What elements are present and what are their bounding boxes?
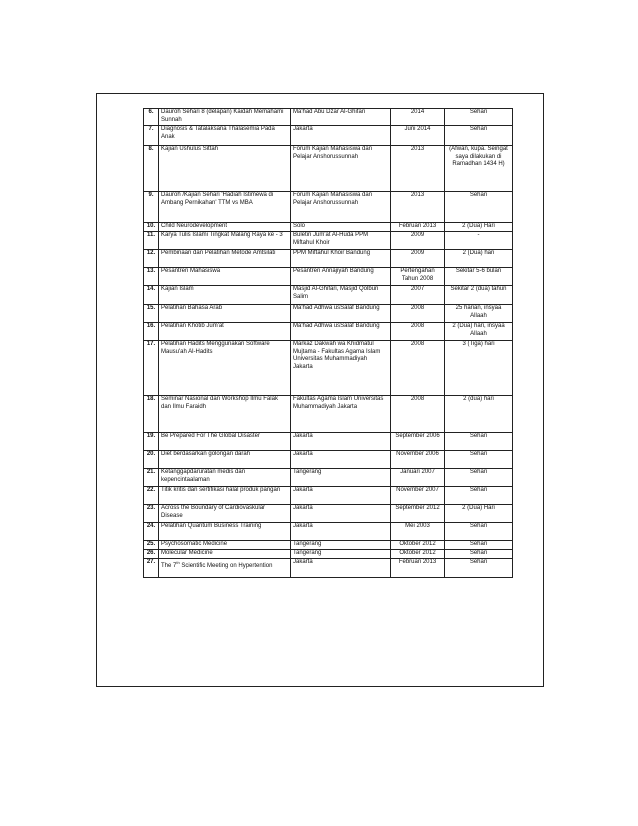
- row-number: 22.: [144, 487, 159, 505]
- time-cell: 2009: [391, 250, 445, 268]
- table-row: [144, 268, 513, 286]
- activity-cell: Diet berdasarkan golongan darah: [159, 451, 291, 469]
- duration-cell: (Afwan, kupa. Seingat saya dilakukan di Ramadhan 1434 H): [445, 146, 513, 192]
- table-row: [144, 523, 513, 541]
- row-number: 18.: [144, 396, 159, 433]
- time-cell: 2008: [391, 305, 445, 323]
- activity-cell: Kajian Islam: [159, 286, 291, 305]
- activity-cell: Pelatihan Hadits Menggunakan Software Mausu'ah Al-Hadits: [159, 341, 291, 396]
- place-cell: Ma'had Adhwa usSalaf Bandung: [291, 323, 391, 341]
- row-number: 19.: [144, 433, 159, 451]
- row-number: 6.: [144, 109, 159, 126]
- time-cell: Juni 2014: [391, 126, 445, 146]
- activity-cell: Diagnosis & Tatalaksana Thalasemia Pada Anak: [159, 126, 291, 146]
- place-cell: PPM Miftahul Khoir Bandung: [291, 250, 391, 268]
- duration-cell: Sehari: [445, 550, 513, 559]
- row-number: 27.: [144, 559, 159, 578]
- time-cell: September 2006: [391, 433, 445, 451]
- duration-cell: 3 (Tiga) hari: [445, 341, 513, 396]
- duration-cell: Sehari: [445, 109, 513, 126]
- table-row: [144, 126, 513, 146]
- row-number: 17.: [144, 341, 159, 396]
- table-row: [144, 541, 513, 550]
- activity-cell: Dauroh /Kajian Sehari 'Hadiah Istimewa di Ambang Pernikahan' TTM vs MBA: [159, 192, 291, 223]
- duration-cell: 2 (Dua) hari, insyaa Allaah: [445, 323, 513, 341]
- table-row: [144, 559, 513, 578]
- activity-cell: Psychosomatic Medicine: [159, 541, 291, 550]
- table-row: [144, 192, 513, 223]
- row-number: 13.: [144, 268, 159, 286]
- place-cell: Masjid Al-Ghifari, Masjid Qolbun Salim: [291, 286, 391, 305]
- duration-cell: 2 (Dua) Hari: [445, 223, 513, 232]
- table-row: [144, 305, 513, 323]
- row-number: 24.: [144, 523, 159, 541]
- activity-cell: Pelatihan Quantum Business Training: [159, 523, 291, 541]
- row-number: 7.: [144, 126, 159, 146]
- row-number: 21.: [144, 469, 159, 487]
- time-cell: September 2012: [391, 505, 445, 523]
- place-cell: Forum Kajian Mahasiswa dan Pelajar Anshorussunnah: [291, 192, 391, 223]
- time-cell: 2013: [391, 192, 445, 223]
- activity-cell: Karya Tulis Islami Tingkat Malang Raya ke - 3: [159, 232, 291, 250]
- time-cell: 2009: [391, 232, 445, 250]
- place-cell: Tangerang: [291, 541, 391, 550]
- place-cell: Ma'had Adhwa usSalaf Bandung: [291, 305, 391, 323]
- duration-cell: -: [445, 232, 513, 250]
- table-row: [144, 341, 513, 396]
- row-number: 10.: [144, 223, 159, 232]
- place-cell: Jakarta: [291, 126, 391, 146]
- activity-cell: Molecular Medicine: [159, 550, 291, 559]
- duration-cell: Sekitar 5-6 bulan: [445, 268, 513, 286]
- table-row: [144, 433, 513, 451]
- place-cell: Jakarta: [291, 433, 391, 451]
- duration-cell: Sehari: [445, 433, 513, 451]
- activity-cell: Pembinaan dan Pelatihan Metode Amtsilati: [159, 250, 291, 268]
- row-number: 16.: [144, 323, 159, 341]
- time-cell: Januari 2007: [391, 469, 445, 487]
- activity-cell: Pelatihan Khotib Jum'at: [159, 323, 291, 341]
- table-row: [144, 146, 513, 192]
- place-cell: Tangerang: [291, 469, 391, 487]
- row-number: 15.: [144, 305, 159, 323]
- duration-cell: Sehari: [445, 126, 513, 146]
- row-number: 14.: [144, 286, 159, 305]
- place-cell: Fakultas Agama Islam Universitas Muhammadiyah Jakarta: [291, 396, 391, 433]
- activity-cell: Across the Boundary of Cardiovaskular Disease: [159, 505, 291, 523]
- table-row: [144, 451, 513, 469]
- duration-cell: 25 harian, insyaa Allaah: [445, 305, 513, 323]
- table-row: [144, 223, 513, 232]
- time-cell: 2008: [391, 341, 445, 396]
- duration-cell: 2 (dua) hari: [445, 396, 513, 433]
- place-cell: Markaz Dakwah wa Khidmatul Mujtama - Fakultas Agama Islam Universitas Muhammadiyah Jakarta: [291, 341, 391, 396]
- place-cell: Jakarta: [291, 451, 391, 469]
- activity-cell: Seminar Nasional dan Workshop Ilmu Falak dan Ilmu Faraidh: [159, 396, 291, 433]
- table-row: [144, 487, 513, 505]
- duration-cell: 2 (Dua) hari: [445, 250, 513, 268]
- time-cell: 2008: [391, 323, 445, 341]
- table-row: [144, 109, 513, 126]
- duration-cell: 2 (Dua) Hari: [445, 505, 513, 523]
- activity-cell: Pelatihan Bahasa Arab: [159, 305, 291, 323]
- duration-cell: Sehari: [445, 523, 513, 541]
- activity-cell: Be Prepared For The Global Disaster: [159, 433, 291, 451]
- table-row: [144, 323, 513, 341]
- duration-cell: Sekitar 2 (dua) tahun: [445, 286, 513, 305]
- place-cell: Pesantren Annajiyah Bandung: [291, 268, 391, 286]
- time-cell: 2014: [391, 109, 445, 126]
- duration-cell: Sehari: [445, 469, 513, 487]
- place-cell: Tangerang: [291, 550, 391, 559]
- table-row: [144, 250, 513, 268]
- row-number: 23.: [144, 505, 159, 523]
- time-cell: Oktober 2012: [391, 541, 445, 550]
- duration-cell: Sehari: [445, 192, 513, 223]
- place-cell: Jakarta: [291, 487, 391, 505]
- place-cell: Jakarta: [291, 523, 391, 541]
- activity-table: [143, 108, 513, 578]
- duration-cell: Sehari: [445, 541, 513, 550]
- time-cell: November 2007: [391, 487, 445, 505]
- activity-cell: Titik kritis dan sertifikasi halal produk pangan: [159, 487, 291, 505]
- activity-suffix: Scientific Meeting on Hypertention: [179, 563, 273, 569]
- time-cell: Pertengahan Tahun 2008: [391, 268, 445, 286]
- activity-cell: Child Neurodevelopment: [159, 223, 291, 232]
- table-row: [144, 505, 513, 523]
- row-number: 11.: [144, 232, 159, 250]
- row-number: 25.: [144, 541, 159, 550]
- place-cell: Jakarta: [291, 559, 391, 578]
- duration-cell: Sehari: [445, 487, 513, 505]
- time-cell: 2013: [391, 146, 445, 192]
- time-cell: November 2006: [391, 451, 445, 469]
- duration-cell: Sehari: [445, 559, 513, 578]
- row-number: 9.: [144, 192, 159, 223]
- table-row: [144, 469, 513, 487]
- place-cell: Solo: [291, 223, 391, 232]
- time-cell: 2008: [391, 396, 445, 433]
- place-cell: Buletin Jum'at Al-Huda PPM Miftahul Khoir: [291, 232, 391, 250]
- table-row: [144, 550, 513, 559]
- activity-cell: [159, 559, 291, 578]
- time-cell: Mei 2003: [391, 523, 445, 541]
- activity-cell: Dauroh Sehari 8 (delapan) Kaidah Memahami Sunnah: [159, 109, 291, 126]
- row-number: 26.: [144, 550, 159, 559]
- time-cell: 2007: [391, 286, 445, 305]
- row-number: 12.: [144, 250, 159, 268]
- place-cell: Forum Kajian Mahasiswa dan Pelajar Anshorussunnah: [291, 146, 391, 192]
- duration-cell: Sehari: [445, 451, 513, 469]
- activity-cell: Kajian Ushulus Sittah: [159, 146, 291, 192]
- time-cell: Februari 2013: [391, 223, 445, 232]
- place-cell: Ma'had Abu Dzar Al-Ghifari: [291, 109, 391, 126]
- activity-prefix: The 7: [161, 563, 177, 569]
- table-row: [144, 232, 513, 250]
- place-cell: Jakarta: [291, 505, 391, 523]
- table-row: [144, 286, 513, 305]
- time-cell: Oktober 2012: [391, 550, 445, 559]
- table-row: [144, 396, 513, 433]
- row-number: 20.: [144, 451, 159, 469]
- row-number: 8.: [144, 146, 159, 192]
- activity-cell: Ketanggapdaruratan medis dan kepencintaalaman: [159, 469, 291, 487]
- activity-cell: Pesantren Mahasiswa: [159, 268, 291, 286]
- time-cell: Februari 2013: [391, 559, 445, 578]
- superscript: th: [176, 560, 180, 565]
